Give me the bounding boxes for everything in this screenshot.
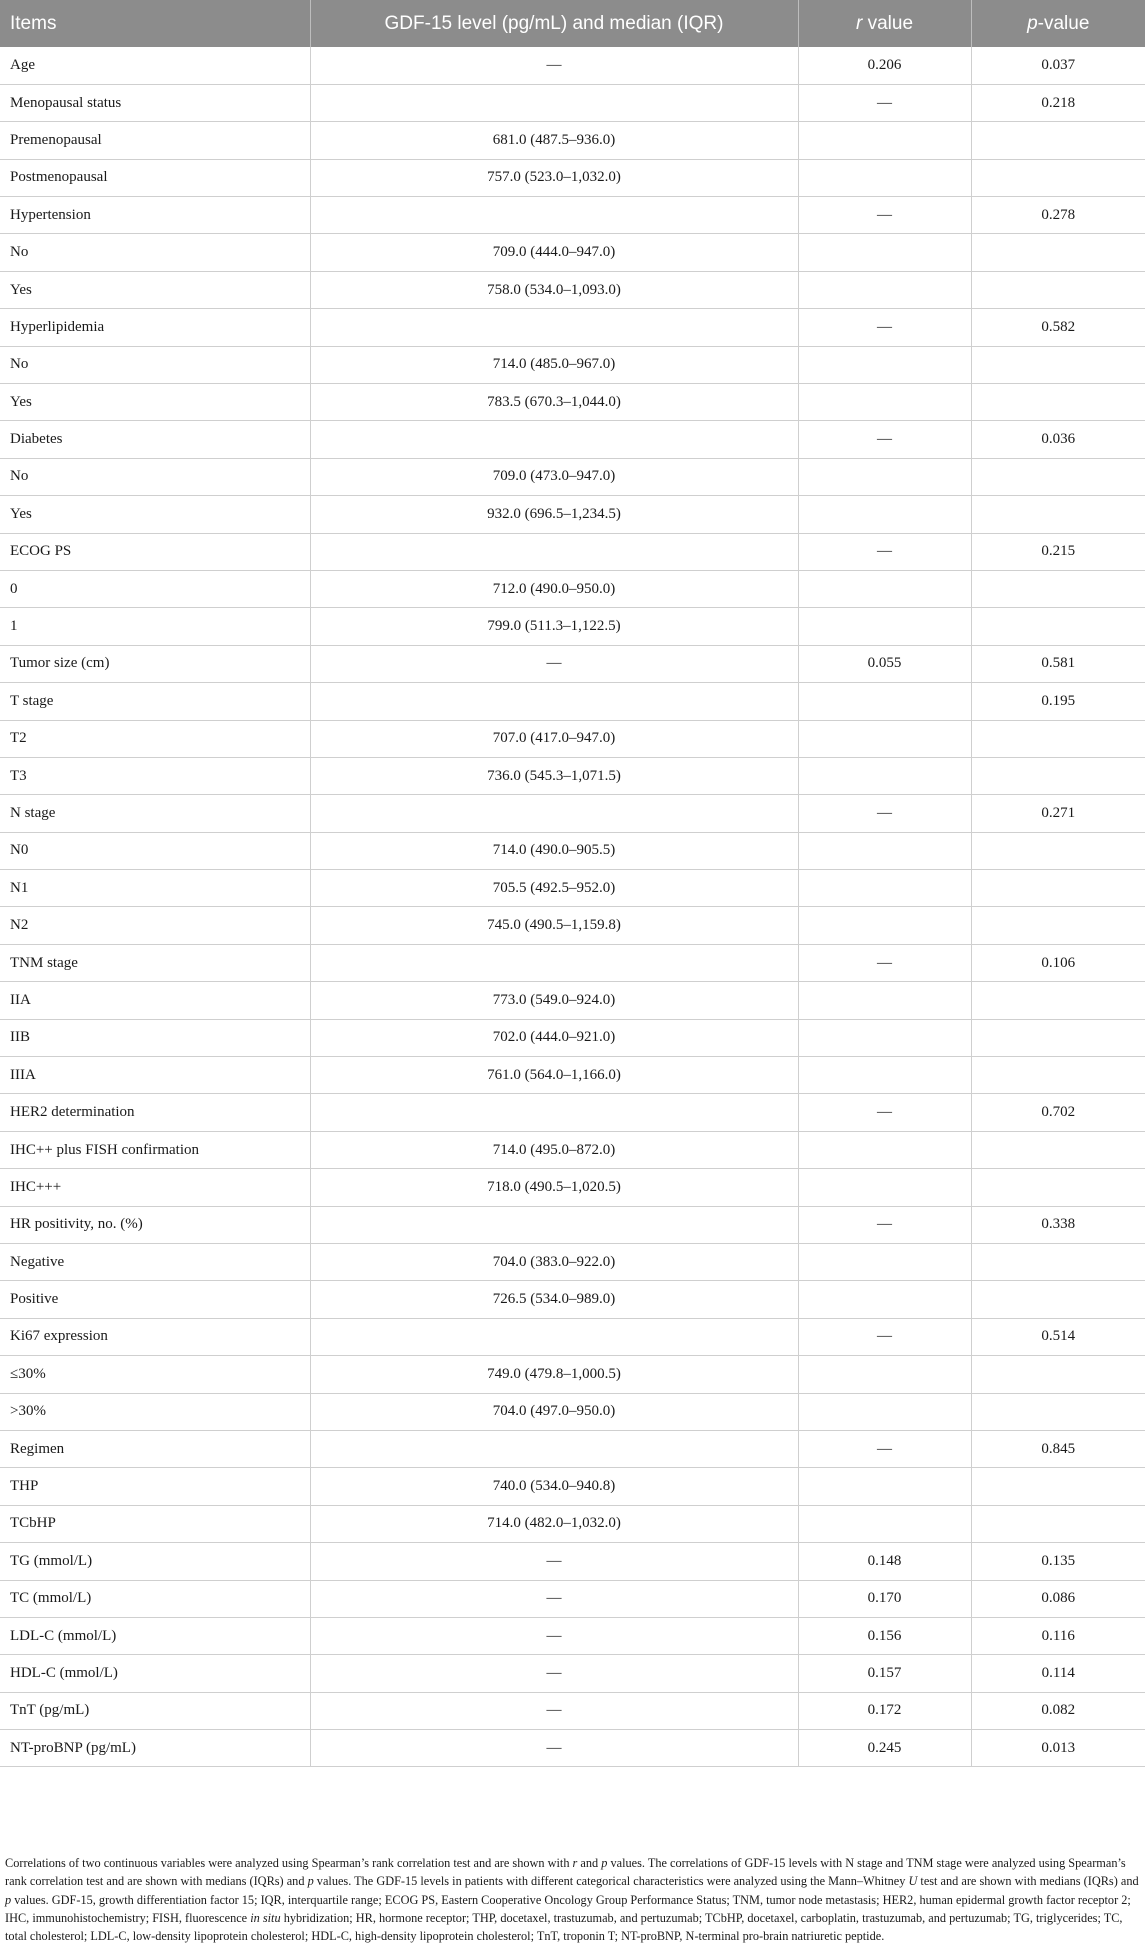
row-item-label: Postmenopausal: [0, 159, 310, 196]
footnote-in-situ: in situ: [250, 1910, 281, 1925]
row-r-value: [798, 271, 971, 308]
table-row: [0, 1169, 1145, 1206]
header-r-label: value: [862, 12, 914, 34]
row-item-label: LDL-C (mmol/L): [0, 1617, 310, 1654]
row-p-value: 0.106: [971, 944, 1145, 981]
row-p-value: 0.037: [971, 47, 1145, 84]
row-item-label: >30%: [0, 1393, 310, 1430]
row-r-value: [798, 570, 971, 607]
footnote-text: values. The correlations of GDF-15 levels with N stage and TNM stage were analyzed using Spearman’s rank correlation test and are shown with medians (IQRs) and: [5, 1856, 1126, 1889]
row-item-label: IHC++ plus FISH confirmation: [0, 1131, 310, 1168]
row-item-label: No: [0, 234, 310, 271]
row-r-value: [798, 1468, 971, 1505]
row-p-value: [971, 907, 1145, 944]
row-p-value: [971, 757, 1145, 794]
table-row: [0, 1318, 1145, 1355]
row-item-label: Menopausal status: [0, 84, 310, 121]
row-item-label: 1: [0, 608, 310, 645]
row-item-label: N0: [0, 832, 310, 869]
row-r-value: [798, 496, 971, 533]
row-r-value: [798, 982, 971, 1019]
row-r-value: [798, 346, 971, 383]
row-p-value: [971, 870, 1145, 907]
table-row: [0, 907, 1145, 944]
table-row: [0, 496, 1145, 533]
row-p-value: [971, 608, 1145, 645]
row-item-label: Hypertension: [0, 197, 310, 234]
row-r-value: [798, 122, 971, 159]
table-row: [0, 1543, 1145, 1580]
table-row: [0, 197, 1145, 234]
row-gdf15-level: 932.0 (696.5–1,234.5): [310, 496, 798, 533]
table-row: [0, 1356, 1145, 1393]
row-r-value: [798, 1356, 971, 1393]
row-item-label: No: [0, 458, 310, 495]
row-p-value: 0.195: [971, 683, 1145, 720]
row-item-label: T stage: [0, 683, 310, 720]
row-gdf15-level: [310, 683, 798, 720]
row-r-value: —: [798, 1430, 971, 1467]
row-p-value: 0.215: [971, 533, 1145, 570]
table-row: [0, 122, 1145, 159]
row-item-label: Ki67 expression: [0, 1318, 310, 1355]
table-row: [0, 870, 1145, 907]
row-p-value: [971, 458, 1145, 495]
table-row: [0, 1057, 1145, 1094]
row-p-value: [971, 159, 1145, 196]
row-item-label: TC (mmol/L): [0, 1580, 310, 1617]
row-r-value: —: [798, 1094, 971, 1131]
row-p-value: [971, 1019, 1145, 1056]
row-p-value: 0.082: [971, 1692, 1145, 1729]
table-row: [0, 1430, 1145, 1467]
row-item-label: Negative: [0, 1244, 310, 1281]
row-r-value: —: [798, 197, 971, 234]
table-row: [0, 1019, 1145, 1056]
row-gdf15-level: 714.0 (490.0–905.5): [310, 832, 798, 869]
table-row: [0, 1692, 1145, 1729]
row-item-label: Tumor size (cm): [0, 645, 310, 682]
header-gdf15-level: GDF-15 level (pg/mL) and median (IQR): [310, 0, 798, 47]
table-row: [0, 832, 1145, 869]
row-p-value: [971, 1393, 1145, 1430]
row-p-value: [971, 1131, 1145, 1168]
table-row: [0, 1468, 1145, 1505]
row-p-value: 0.271: [971, 795, 1145, 832]
footnote-r-symbol: r: [572, 1856, 578, 1870]
row-gdf15-level: [310, 1094, 798, 1131]
table-row: [0, 1244, 1145, 1281]
table-row: [0, 1094, 1145, 1131]
row-item-label: HR positivity, no. (%): [0, 1206, 310, 1243]
row-item-label: TCbHP: [0, 1505, 310, 1542]
row-gdf15-level: [310, 533, 798, 570]
row-item-label: TnT (pg/mL): [0, 1692, 310, 1729]
row-item-label: N2: [0, 907, 310, 944]
row-gdf15-level: 726.5 (534.0–989.0): [310, 1281, 798, 1318]
header-items: Items: [0, 0, 310, 47]
row-gdf15-level: 799.0 (511.3–1,122.5): [310, 608, 798, 645]
row-item-label: T2: [0, 720, 310, 757]
row-p-value: [971, 1356, 1145, 1393]
row-p-value: [971, 1169, 1145, 1206]
table-row: [0, 1617, 1145, 1654]
row-r-value: 0.156: [798, 1617, 971, 1654]
table-row: [0, 1505, 1145, 1542]
row-p-value: 0.116: [971, 1617, 1145, 1654]
row-r-value: [798, 384, 971, 421]
row-item-label: Regimen: [0, 1430, 310, 1467]
row-r-value: —: [798, 421, 971, 458]
row-r-value: [798, 757, 971, 794]
row-gdf15-level: 709.0 (444.0–947.0): [310, 234, 798, 271]
row-p-value: [971, 496, 1145, 533]
row-item-label: Diabetes: [0, 421, 310, 458]
row-item-label: NT-proBNP (pg/mL): [0, 1730, 310, 1767]
row-r-value: [798, 608, 971, 645]
row-gdf15-level: [310, 197, 798, 234]
row-item-label: ≤30%: [0, 1356, 310, 1393]
row-gdf15-level: 712.0 (490.0–950.0): [310, 570, 798, 607]
row-gdf15-level: 736.0 (545.3–1,071.5): [310, 757, 798, 794]
row-p-value: [971, 982, 1145, 1019]
footnote-p-symbol: p: [307, 1874, 314, 1889]
row-r-value: [798, 1505, 971, 1542]
row-gdf15-level: —: [310, 1692, 798, 1729]
table-row: [0, 757, 1145, 794]
row-p-value: [971, 234, 1145, 271]
table-row: [0, 1206, 1145, 1243]
row-p-value: 0.514: [971, 1318, 1145, 1355]
table-row: [0, 570, 1145, 607]
row-r-value: —: [798, 309, 971, 346]
row-p-value: 0.702: [971, 1094, 1145, 1131]
row-gdf15-level: [310, 1430, 798, 1467]
row-r-value: —: [798, 533, 971, 570]
row-r-value: [798, 1393, 971, 1430]
row-p-value: [971, 122, 1145, 159]
row-p-value: 0.582: [971, 309, 1145, 346]
table-row: [0, 421, 1145, 458]
table-row: [0, 683, 1145, 720]
row-r-value: 0.245: [798, 1730, 971, 1767]
row-p-value: [971, 1244, 1145, 1281]
row-item-label: N stage: [0, 795, 310, 832]
header-p-value: [971, 0, 1145, 47]
row-gdf15-level: [310, 944, 798, 981]
table-row: [0, 720, 1145, 757]
row-gdf15-level: 704.0 (497.0–950.0): [310, 1393, 798, 1430]
row-item-label: No: [0, 346, 310, 383]
footnote-text: values. The GDF-15 levels in patients with different categorical characteristics were analyzed using the Mann–Whitney: [313, 1874, 909, 1889]
table-row: [0, 159, 1145, 196]
row-r-value: 0.170: [798, 1580, 971, 1617]
row-p-value: [971, 570, 1145, 607]
table-footnote: [0, 1854, 1145, 1945]
row-r-value: [798, 1057, 971, 1094]
row-gdf15-level: 681.0 (487.5–936.0): [310, 122, 798, 159]
row-item-label: IIB: [0, 1019, 310, 1056]
footnote-text: Correlations of two continuous variables were analyzed using Spearman’s rank correlation test and are shown with: [5, 1856, 573, 1870]
row-item-label: IIA: [0, 982, 310, 1019]
row-r-value: [798, 1131, 971, 1168]
row-gdf15-level: [310, 421, 798, 458]
footnote-p-symbol: p: [5, 1892, 12, 1907]
row-item-label: Age: [0, 47, 310, 84]
table-row: [0, 1393, 1145, 1430]
row-r-value: [798, 907, 971, 944]
row-gdf15-level: 704.0 (383.0–922.0): [310, 1244, 798, 1281]
table-row: [0, 309, 1145, 346]
row-gdf15-level: 705.5 (492.5–952.0): [310, 870, 798, 907]
row-item-label: T3: [0, 757, 310, 794]
row-item-label: IIIA: [0, 1057, 310, 1094]
row-p-value: [971, 1057, 1145, 1094]
row-gdf15-level: [310, 1318, 798, 1355]
row-item-label: 0: [0, 570, 310, 607]
footnote-text: test and are shown with medians (IQRs) and: [917, 1874, 1139, 1889]
row-r-value: —: [798, 944, 971, 981]
row-item-label: ECOG PS: [0, 533, 310, 570]
header-row: [0, 0, 1145, 47]
row-gdf15-level: 757.0 (523.0–1,032.0): [310, 159, 798, 196]
table-row: [0, 234, 1145, 271]
row-p-value: [971, 1505, 1145, 1542]
row-gdf15-level: —: [310, 645, 798, 682]
footnote-text: values. GDF-15, growth differentiation factor 15; IQR, interquartile range; ECOG PS, Eastern Cooperative Oncology Group Performance Status; TNM, tumor node metastasis; HER2, human epidermal growth factor receptor 2; IHC, immunohistochemistry; FISH, fluorescence: [5, 1892, 1131, 1925]
row-r-value: [798, 683, 971, 720]
row-item-label: HER2 determination: [0, 1094, 310, 1131]
row-gdf15-level: 714.0 (495.0–872.0): [310, 1131, 798, 1168]
row-gdf15-level: —: [310, 1580, 798, 1617]
row-r-value: [798, 720, 971, 757]
row-gdf15-level: 714.0 (482.0–1,032.0): [310, 1505, 798, 1542]
header-r-symbol: r: [855, 12, 863, 34]
footnote-u-symbol: U: [908, 1874, 918, 1889]
row-item-label: THP: [0, 1468, 310, 1505]
table-row: [0, 982, 1145, 1019]
row-p-value: 0.218: [971, 84, 1145, 121]
row-p-value: 0.581: [971, 645, 1145, 682]
row-item-label: TG (mmol/L): [0, 1543, 310, 1580]
row-gdf15-level: 709.0 (473.0–947.0): [310, 458, 798, 495]
row-item-label: IHC+++: [0, 1169, 310, 1206]
table-row: [0, 795, 1145, 832]
row-item-label: TNM stage: [0, 944, 310, 981]
table-body: [0, 47, 1145, 1767]
row-gdf15-level: 714.0 (485.0–967.0): [310, 346, 798, 383]
table-row: [0, 271, 1145, 308]
row-p-value: [971, 1281, 1145, 1318]
footnote-p-symbol: p: [601, 1856, 608, 1870]
table-row: [0, 1131, 1145, 1168]
row-p-value: 0.135: [971, 1543, 1145, 1580]
row-gdf15-level: —: [310, 1655, 798, 1692]
row-gdf15-level: 702.0 (444.0–921.0): [310, 1019, 798, 1056]
row-r-value: —: [798, 1206, 971, 1243]
row-r-value: —: [798, 84, 971, 121]
header-r-value: [798, 0, 971, 47]
row-p-value: [971, 271, 1145, 308]
row-r-value: 0.206: [798, 47, 971, 84]
row-item-label: Yes: [0, 271, 310, 308]
header-p-symbol: p: [1027, 12, 1038, 34]
row-r-value: [798, 234, 971, 271]
row-p-value: [971, 1468, 1145, 1505]
table-row: [0, 1730, 1145, 1767]
table-row: [0, 1281, 1145, 1318]
row-gdf15-level: [310, 795, 798, 832]
row-r-value: [798, 832, 971, 869]
table-row: [0, 384, 1145, 421]
row-r-value: —: [798, 1318, 971, 1355]
row-gdf15-level: —: [310, 1617, 798, 1654]
table-row: [0, 346, 1145, 383]
table-row: [0, 944, 1145, 981]
row-gdf15-level: [310, 309, 798, 346]
row-r-value: —: [798, 795, 971, 832]
row-gdf15-level: 773.0 (549.0–924.0): [310, 982, 798, 1019]
row-gdf15-level: [310, 1206, 798, 1243]
row-gdf15-level: 707.0 (417.0–947.0): [310, 720, 798, 757]
row-r-value: [798, 1019, 971, 1056]
row-gdf15-level: 749.0 (479.8–1,000.5): [310, 1356, 798, 1393]
row-r-value: 0.157: [798, 1655, 971, 1692]
row-gdf15-level: 758.0 (534.0–1,093.0): [310, 271, 798, 308]
table-row: [0, 84, 1145, 121]
row-p-value: [971, 832, 1145, 869]
row-gdf15-level: 745.0 (490.5–1,159.8): [310, 907, 798, 944]
row-p-value: [971, 384, 1145, 421]
footnote-text: hybridization; HR, hormone receptor; THP, docetaxel, trastuzumab, and pertuzumab; TCbHP, docetaxel, carboplatin, trastuzumab, and pertuzumab; TG, triglycerides; TC, total cholesterol; LDL-C, low-density lipoprotein cholesterol; HDL-C, high-density lipoprotein cholesterol; TnT, troponin T; NT-proBNP, N-terminal pro-brain natriuretic peptide.: [5, 1910, 1123, 1944]
row-r-value: [798, 870, 971, 907]
row-p-value: 0.013: [971, 1730, 1145, 1767]
row-gdf15-level: —: [310, 47, 798, 84]
row-r-value: [798, 458, 971, 495]
row-gdf15-level: [310, 84, 798, 121]
row-p-value: 0.845: [971, 1430, 1145, 1467]
table-row: [0, 458, 1145, 495]
row-item-label: HDL-C (mmol/L): [0, 1655, 310, 1692]
row-r-value: 0.148: [798, 1543, 971, 1580]
row-r-value: [798, 159, 971, 196]
table-row: [0, 608, 1145, 645]
row-item-label: Positive: [0, 1281, 310, 1318]
row-gdf15-level: —: [310, 1543, 798, 1580]
header-p-label: -value: [1037, 12, 1090, 34]
row-p-value: 0.338: [971, 1206, 1145, 1243]
row-item-label: Yes: [0, 384, 310, 421]
footnote-text: and: [577, 1856, 602, 1870]
row-r-value: 0.172: [798, 1692, 971, 1729]
row-r-value: [798, 1169, 971, 1206]
row-r-value: [798, 1281, 971, 1318]
row-item-label: Yes: [0, 496, 310, 533]
row-item-label: Hyperlipidemia: [0, 309, 310, 346]
row-gdf15-level: 783.5 (670.3–1,044.0): [310, 384, 798, 421]
row-gdf15-level: —: [310, 1730, 798, 1767]
table-row: [0, 533, 1145, 570]
row-gdf15-level: 761.0 (564.0–1,166.0): [310, 1057, 798, 1094]
row-gdf15-level: 718.0 (490.5–1,020.5): [310, 1169, 798, 1206]
row-p-value: 0.278: [971, 197, 1145, 234]
table-row: [0, 47, 1145, 84]
row-item-label: N1: [0, 870, 310, 907]
row-p-value: 0.036: [971, 421, 1145, 458]
table-row: [0, 1655, 1145, 1692]
table-header: [0, 0, 1145, 47]
row-item-label: Premenopausal: [0, 122, 310, 159]
row-p-value: 0.086: [971, 1580, 1145, 1617]
table-row: [0, 645, 1145, 682]
row-gdf15-level: 740.0 (534.0–940.8): [310, 1468, 798, 1505]
table-row: [0, 1580, 1145, 1617]
row-p-value: 0.114: [971, 1655, 1145, 1692]
row-p-value: [971, 346, 1145, 383]
row-p-value: [971, 720, 1145, 757]
row-r-value: 0.055: [798, 645, 971, 682]
row-r-value: [798, 1244, 971, 1281]
